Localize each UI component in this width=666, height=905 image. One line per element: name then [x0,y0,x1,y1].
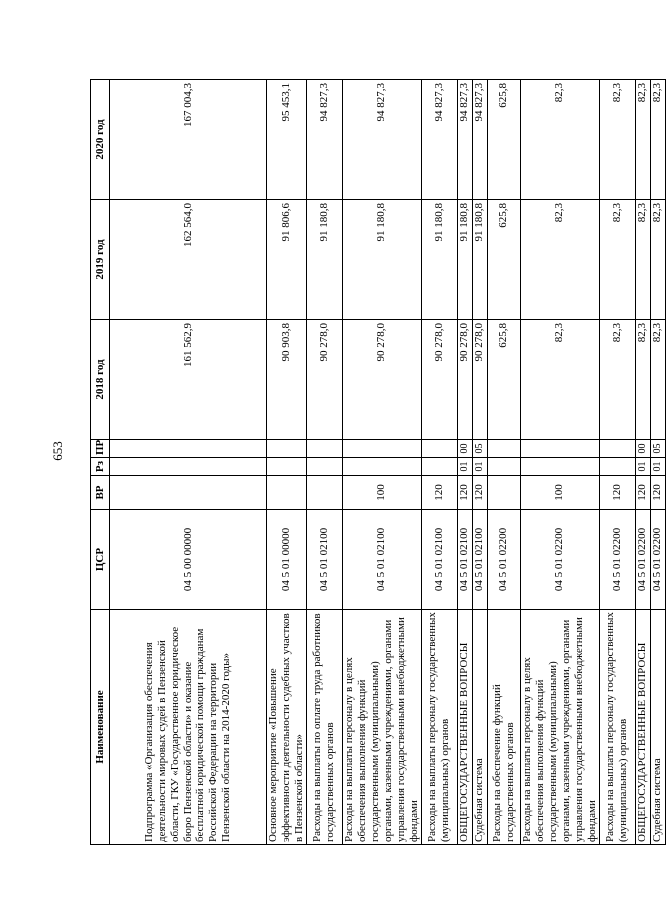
cell-2018: 90 278,0 [306,320,342,440]
cell-rz: 01 [472,458,487,476]
cell-2019: 91 806,6 [267,200,307,320]
cell-name: ОБЩЕГОСУДАРСТВЕННЫЕ ВОПРОСЫ [457,610,472,845]
cell-2018: 82,3 [599,320,635,440]
cell-vr: 100 [520,476,599,510]
cell-vr: 120 [635,476,650,510]
cell-2020: 82,3 [520,80,599,200]
cell-vr: 100 [342,476,421,510]
cell-vr [267,476,307,510]
table-row [599,80,635,845]
cell-2019: 91 180,8 [472,200,487,320]
table-row [650,80,665,845]
cell-csr: 04 5 01 02100 [306,510,342,610]
table-row [421,80,457,845]
cell-vr [306,476,342,510]
header-csr: ЦСР [91,510,110,610]
cell-pr [110,440,267,458]
cell-2018: 90 903,8 [267,320,307,440]
cell-2020: 82,3 [599,80,635,200]
table-row [635,80,650,845]
cell-pr [267,440,307,458]
cell-2018: 90 278,0 [472,320,487,440]
cell-csr: 04 5 01 02200 [635,510,650,610]
cell-pr [487,440,520,458]
table-row [267,80,307,845]
cell-csr: 04 5 01 02100 [472,510,487,610]
cell-csr: 04 5 01 00000 [267,510,307,610]
cell-name: Подпрограмма «Организация обеспечения деятельности мировых судей в Пензенской области, ГКУ «Государственное юридическое бюро Пензенской области» и оказание бесплатной юридической помощи гражданам Российской Федерации на территории Пензенской области на 2014-2020 годы» [110,610,267,845]
cell-name: Расходы на выплаты по оплате труда работников государственных органов [306,610,342,845]
cell-2020: 95 453,1 [267,80,307,200]
header-rz: Рз [91,458,110,476]
header-2018: 2018 год [91,320,110,440]
cell-rz [599,458,635,476]
table-row [457,80,472,845]
rotated-table-container [90,80,664,845]
cell-2018: 90 278,0 [457,320,472,440]
cell-2018: 82,3 [650,320,665,440]
cell-name: Расходы на выплаты персоналу государственных (муниципальных) органов [599,610,635,845]
budget-table [90,79,666,845]
cell-pr [306,440,342,458]
cell-rz [267,458,307,476]
cell-name: Основное мероприятие «Повышение эффективности деятельности судебных участков в Пензенской области» [267,610,307,845]
cell-2019: 82,3 [650,200,665,320]
cell-name: Судебная система [472,610,487,845]
cell-pr [342,440,421,458]
cell-name: Судебная система [650,610,665,845]
header-pr: ПР [91,440,110,458]
cell-rz [306,458,342,476]
cell-pr [599,440,635,458]
cell-2018: 82,3 [520,320,599,440]
cell-2020: 167 004,3 [110,80,267,200]
cell-rz: 01 [457,458,472,476]
cell-2020: 625,8 [487,80,520,200]
cell-rz: 01 [650,458,665,476]
cell-2019: 91 180,8 [421,200,457,320]
cell-rz: 01 [635,458,650,476]
cell-2019: 162 564,0 [110,200,267,320]
cell-2019: 82,3 [520,200,599,320]
table-row [342,80,421,845]
header-name: Наименование [91,610,110,845]
cell-2020: 94 827,3 [306,80,342,200]
cell-2018: 625,8 [487,320,520,440]
cell-pr [421,440,457,458]
cell-pr [520,440,599,458]
table-row [472,80,487,845]
cell-name: Расходы на выплаты персоналу в целях обеспечения выполнения функций государственными (муниципальными) органами, казенными учреждениями, органами управления государственными внебюджетными фондами [342,610,421,845]
cell-2019: 91 180,8 [306,200,342,320]
cell-2020: 82,3 [635,80,650,200]
cell-rz [421,458,457,476]
cell-vr [487,476,520,510]
cell-rz [110,458,267,476]
cell-name: Расходы на выплаты персоналу государственных (муниципальных) органов [421,610,457,845]
cell-2020: 94 827,3 [342,80,421,200]
cell-vr: 120 [650,476,665,510]
cell-2020: 94 827,3 [472,80,487,200]
table-row [110,80,267,845]
cell-pr: 00 [635,440,650,458]
table-row [520,80,599,845]
cell-vr: 120 [457,476,472,510]
cell-2018: 161 562,9 [110,320,267,440]
cell-csr: 04 5 01 02200 [650,510,665,610]
header-2019: 2019 год [91,200,110,320]
page-number: 653 [50,441,65,461]
cell-csr: 04 5 01 02100 [421,510,457,610]
cell-2019: 625,8 [487,200,520,320]
cell-2020: 94 827,3 [421,80,457,200]
cell-csr: 04 5 00 00000 [110,510,267,610]
cell-rz [342,458,421,476]
cell-2019: 91 180,8 [342,200,421,320]
cell-2019: 82,3 [635,200,650,320]
cell-name: ОБЩЕГОСУДАРСТВЕННЫЕ ВОПРОСЫ [635,610,650,845]
cell-2019: 91 180,8 [457,200,472,320]
cell-name: Расходы на обеспечение функций государственных органов [487,610,520,845]
cell-pr: 00 [457,440,472,458]
cell-vr [110,476,267,510]
header-vr: ВР [91,476,110,510]
cell-csr: 04 5 01 02100 [457,510,472,610]
cell-2018: 90 278,0 [342,320,421,440]
table-row [487,80,520,845]
table-header-row [91,80,110,845]
cell-csr: 04 5 01 02200 [487,510,520,610]
cell-2018: 90 278,0 [421,320,457,440]
cell-name: Расходы на выплаты персоналу в целях обеспечения выполнения функций государственными (муниципальными) органами, казенными учреждениями, органами управления государственными внебюджетными фондами [520,610,599,845]
cell-2020: 94 827,3 [457,80,472,200]
cell-vr: 120 [472,476,487,510]
cell-csr: 04 5 01 02200 [599,510,635,610]
table-row [306,80,342,845]
cell-2019: 82,3 [599,200,635,320]
cell-pr: 05 [472,440,487,458]
cell-csr: 04 5 01 02200 [520,510,599,610]
cell-2018: 82,3 [635,320,650,440]
cell-2020: 82,3 [650,80,665,200]
cell-rz [520,458,599,476]
cell-vr: 120 [421,476,457,510]
cell-rz [487,458,520,476]
cell-vr: 120 [599,476,635,510]
header-2020: 2020 год [91,80,110,200]
cell-csr: 04 5 01 02100 [342,510,421,610]
cell-pr: 05 [650,440,665,458]
